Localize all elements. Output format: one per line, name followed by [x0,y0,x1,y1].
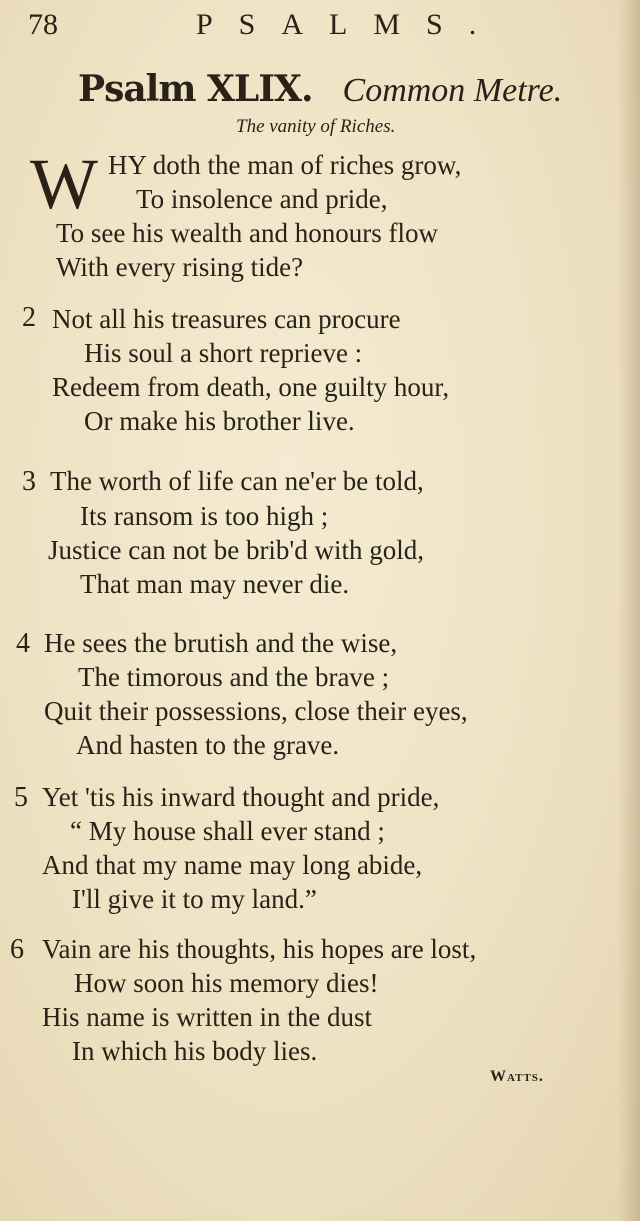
running-title: PSALMS. [196,8,503,41]
verse-line: Quit their possessions, close their eyes, [44,696,468,726]
verse-line: Its ransom is too high ; [80,501,329,531]
verse-line: I'll give it to my land.” [72,884,317,914]
verse-line: Justice can not be brib'd with gold, [48,535,425,565]
verse-line: In which his body lies. [72,1036,318,1066]
verse-line: And that my name may long abide, [42,850,423,880]
verse-line: Yet 'tis his inward thought and pride, [42,782,440,812]
verse-line: That man may never die. [80,569,350,599]
psalm-heading [78,68,598,110]
verse-line: To see his wealth and honours flow [56,218,439,248]
stanza-number: 5 [14,782,28,813]
page-number: 78 [28,8,58,41]
stanza-number: 3 [22,466,36,497]
verse-line: “ My house shall ever stand ; [70,816,385,846]
verse-line: How soon his memory dies! [74,968,379,998]
verse-line: His soul a short reprieve : [84,338,363,368]
psalm-label: Psalm XLIX. [78,68,313,110]
author-attribution: Watts. [490,1068,544,1085]
verse-line: He sees the brutish and the wise, [44,628,398,658]
verse-line: To insolence and pride, [136,184,388,214]
verse-line: Not all his treasures can procure [52,304,401,334]
stanza-number: 2 [22,302,36,333]
psalm-meter: Common Metre. [342,72,563,109]
page-edge-shadow [618,0,640,1221]
drop-cap: W [30,144,98,224]
verse-line: The worth of life can ne'er be told, [50,466,424,496]
verse-line: With every rising tide? [56,252,304,282]
verse-line: Vain are his thoughts, his hopes are lost, [42,934,477,964]
verse-line: His name is written in the dust [42,1002,372,1032]
psalm-subtitle: The vanity of Riches. [236,116,396,137]
verse-line: Or make his brother live. [84,406,355,436]
running-head [28,8,618,48]
verse-line: The timorous and the brave ; [78,662,390,692]
verse-line: And hasten to the grave. [76,730,340,760]
verse-line: HY doth the man of riches grow, [108,150,462,180]
stanza-number: 4 [16,628,30,659]
verse-line: Redeem from death, one guilty hour, [52,372,450,402]
stanza-number: 6 [10,934,24,965]
